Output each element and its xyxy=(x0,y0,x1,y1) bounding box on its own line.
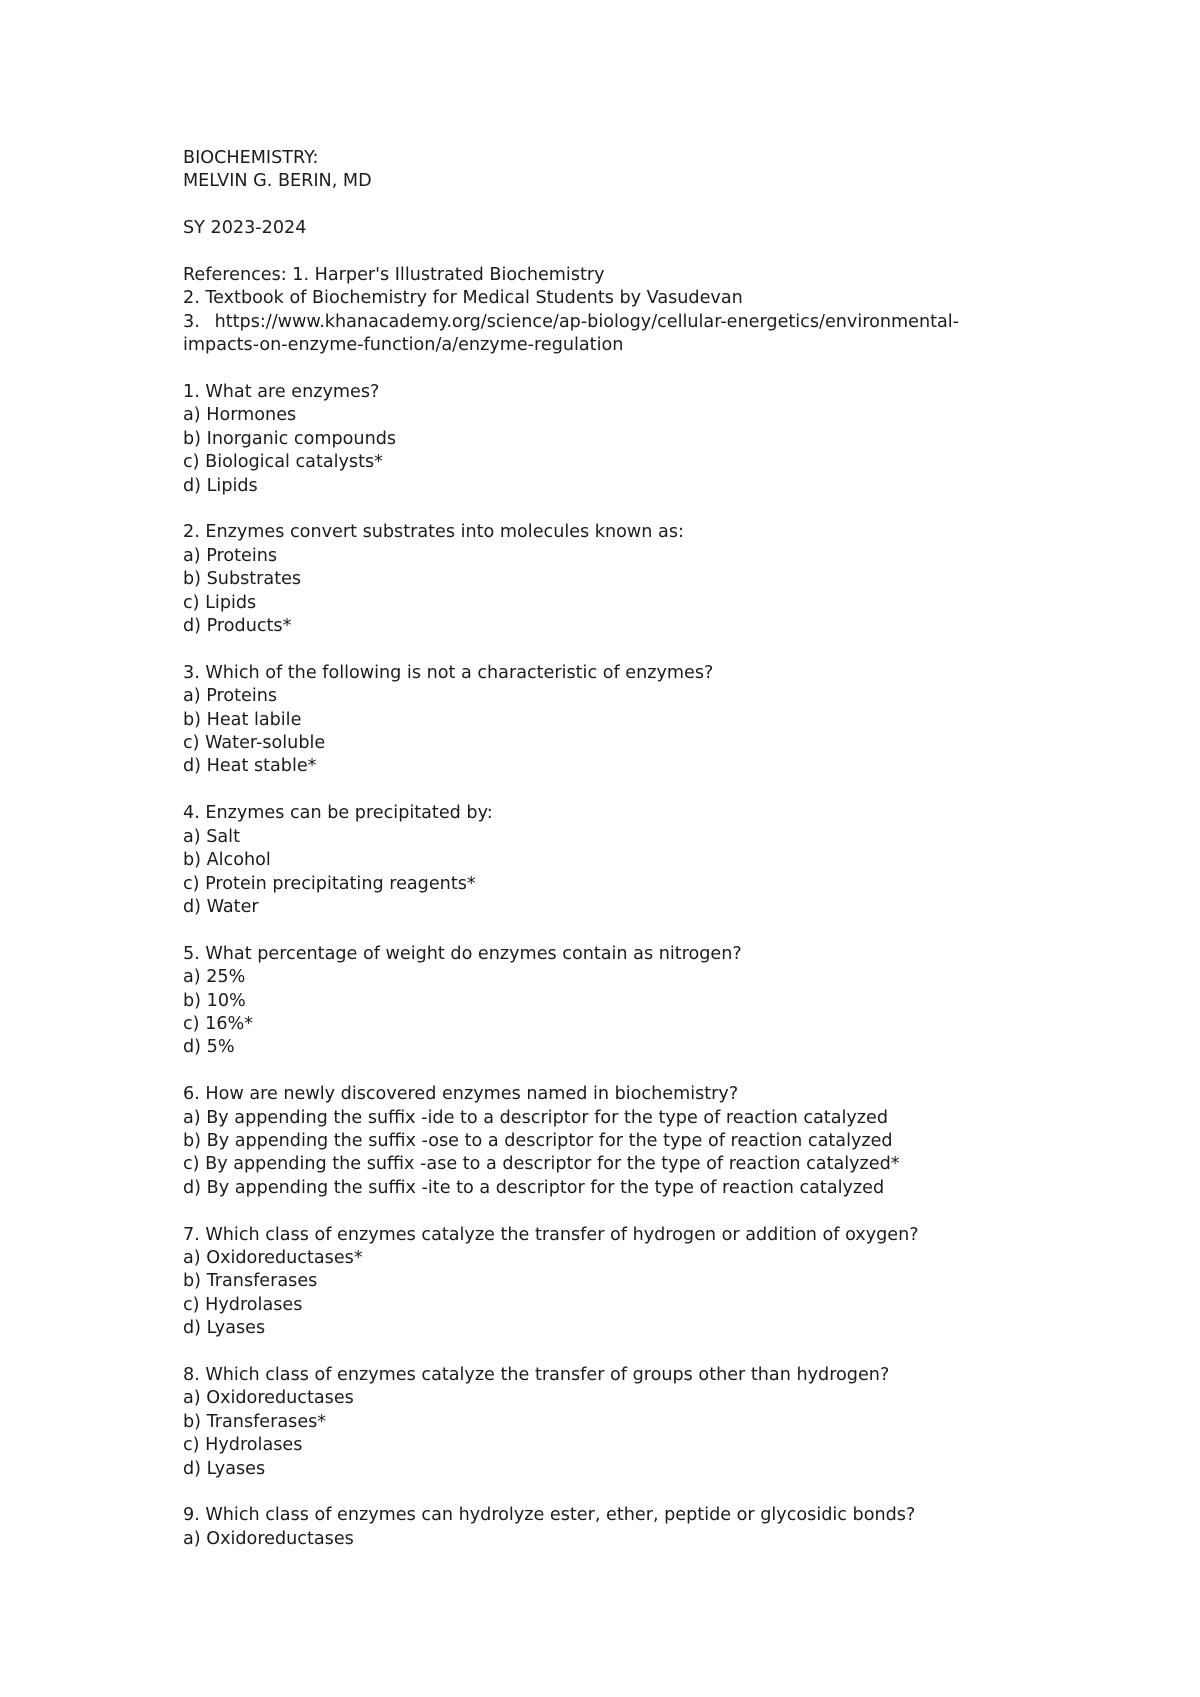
spacer xyxy=(183,358,1083,381)
reference-item-3-url-part1[interactable]: https://www.khanacademy.org/science/ap-biology/cellular-energetics/environmental- xyxy=(214,311,960,332)
answer-choice: d) Products* xyxy=(183,616,292,637)
answer-choice: c) Water-soluble xyxy=(183,733,326,754)
subject-title: BIOCHEMISTRY: xyxy=(183,148,319,168)
answer-choice: d) Water xyxy=(183,896,259,917)
answer-choice: c) 16%* xyxy=(183,1013,254,1034)
question-block xyxy=(183,1504,1083,1551)
answer-choice: b) Substrates xyxy=(183,569,302,590)
reference-item-3-url-part2[interactable]: impacts-on-enzyme-function/a/enzyme-regulation xyxy=(183,335,624,356)
spacer xyxy=(183,241,1083,264)
question-text: 4. Enzymes can be precipitated by: xyxy=(183,803,493,824)
question-block xyxy=(183,943,1083,1060)
answer-choice: c) Lipids xyxy=(183,592,257,613)
answer-choice: c) Protein precipitating reagents* xyxy=(183,873,476,894)
answer-choice: a) Oxidoreductases xyxy=(183,1528,354,1549)
answer-choice: a) Oxidoreductases xyxy=(183,1388,354,1409)
answer-choice: a) Hormones xyxy=(183,405,297,426)
author-name: MELVIN G. BERIN, MD xyxy=(183,171,372,192)
reference-item-2: 2. Textbook of Biochemistry for Medical Students by Vasudevan xyxy=(183,288,743,309)
question-text: 7. Which class of enzymes catalyze the transfer of hydrogen or addition of oxygen? xyxy=(183,1224,919,1245)
answer-choice: c) Hydrolases xyxy=(183,1294,303,1315)
question-block xyxy=(183,521,1083,638)
answer-choice: b) Alcohol xyxy=(183,850,271,871)
school-year: SY 2023-2024 xyxy=(183,218,307,239)
references-section xyxy=(183,264,1083,381)
question-block xyxy=(183,802,1083,919)
question-block xyxy=(183,1224,1083,1341)
question-text: 9. Which class of enzymes can hydrolyze ester, ether, peptide or glycosidic bonds? xyxy=(183,1505,916,1526)
question-block xyxy=(183,1364,1083,1481)
reference-item-1: 1. Harper's Illustrated Biochemistry xyxy=(292,265,605,285)
answer-choice: a) Oxidoreductases* xyxy=(183,1247,363,1268)
answer-choice: d) Lyases xyxy=(183,1458,266,1479)
answer-choice: a) 25% xyxy=(183,967,246,988)
answer-choice: d) Heat stable* xyxy=(183,756,317,777)
question-text: 6. How are newly discovered enzymes named in biochemistry? xyxy=(183,1084,739,1105)
answer-choice: c) By appending the suffix -ase to a descriptor for the type of reaction catalyzed* xyxy=(183,1154,900,1175)
answer-choice: d) By appending the suffix -ite to a descriptor for the type of reaction catalyzed xyxy=(183,1177,885,1198)
question-text: 3. Which of the following is not a characteristic of enzymes? xyxy=(183,662,714,683)
question-text: 2. Enzymes convert substrates into molecules known as: xyxy=(183,522,684,543)
document-page xyxy=(183,147,1083,1575)
question-text: 1. What are enzymes? xyxy=(183,382,380,403)
answer-choice: a) Proteins xyxy=(183,545,278,566)
answer-choice: d) 5% xyxy=(183,1037,235,1058)
question-block xyxy=(183,1083,1083,1200)
answer-choice: b) Transferases xyxy=(183,1271,318,1292)
answer-choice: a) By appending the suffix -ide to a descriptor for the type of reaction catalyzed xyxy=(183,1107,889,1128)
answer-choice: c) Biological catalysts* xyxy=(183,452,383,473)
answer-choice: b) 10% xyxy=(183,990,246,1011)
question-text: 5. What percentage of weight do enzymes contain as nitrogen? xyxy=(183,943,742,964)
answer-choice: d) Lyases xyxy=(183,1318,266,1339)
questions-list xyxy=(183,381,1083,1551)
question-block xyxy=(183,662,1083,779)
answer-choice: b) By appending the suffix -ose to a descriptor for the type of reaction catalyzed xyxy=(183,1130,893,1151)
spacer xyxy=(183,194,1083,217)
reference-line-3 xyxy=(183,311,1083,334)
references-label: References: xyxy=(183,265,287,285)
document-header xyxy=(183,147,1083,264)
answer-choice: d) Lipids xyxy=(183,475,258,496)
question-block xyxy=(183,381,1083,498)
answer-choice: c) Hydrolases xyxy=(183,1435,303,1456)
answer-choice: b) Heat labile xyxy=(183,709,302,730)
reference-line-1 xyxy=(183,264,1083,287)
answer-choice: b) Inorganic compounds xyxy=(183,428,397,449)
reference-item-3-number: 3. xyxy=(183,311,200,332)
answer-choice: a) Proteins xyxy=(183,686,278,707)
answer-choice: a) Salt xyxy=(183,826,240,847)
question-text: 8. Which class of enzymes catalyze the transfer of groups other than hydrogen? xyxy=(183,1364,890,1385)
answer-choice: b) Transferases* xyxy=(183,1411,327,1432)
